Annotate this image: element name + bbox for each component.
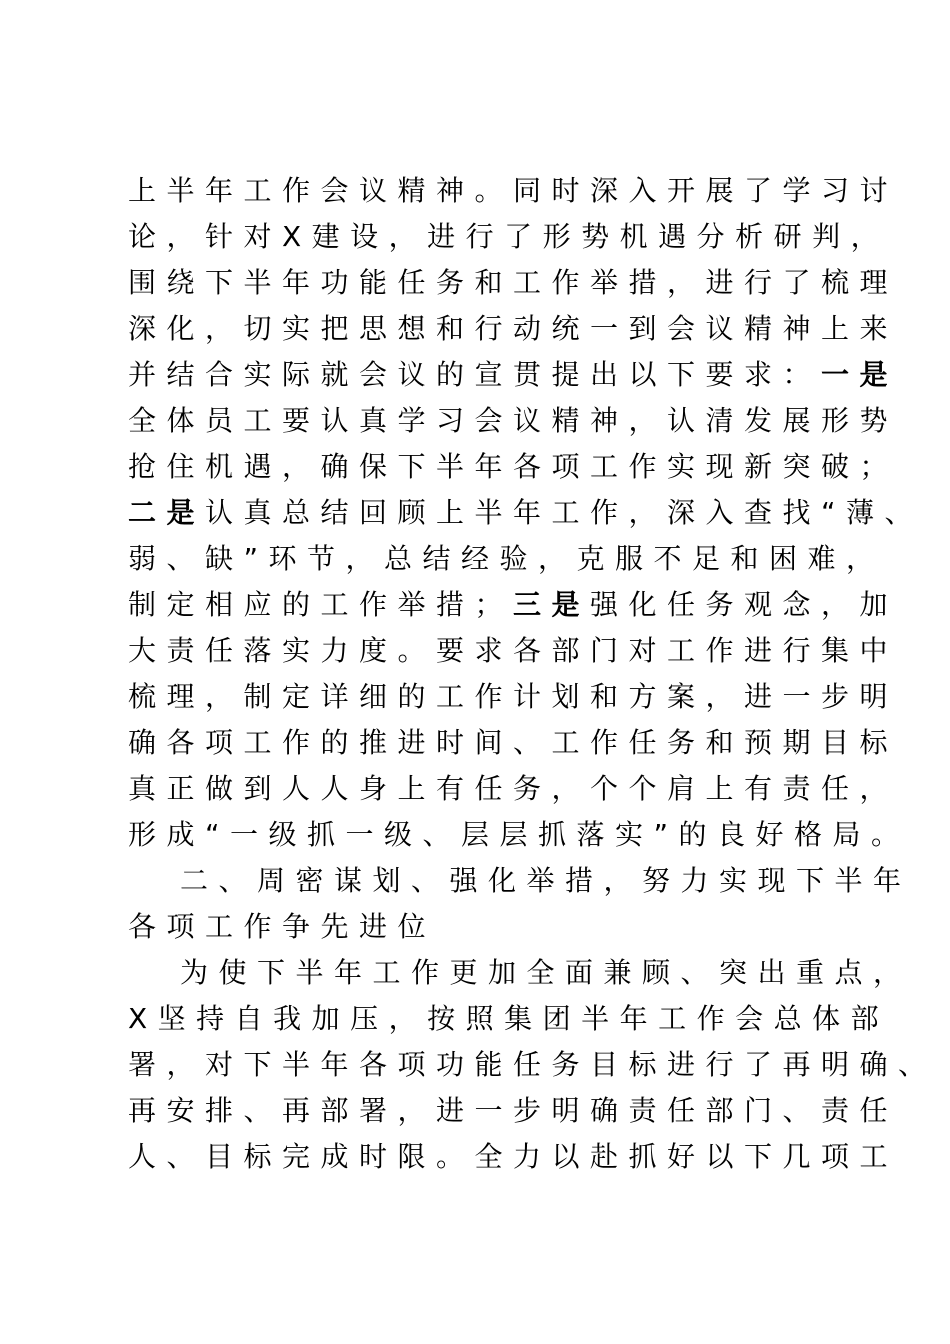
text-span: 强化任务观念，加 <box>590 588 899 621</box>
text-line: 再安排、再部署，进一步明确责任部门、责任 <box>128 1094 899 1127</box>
text-span: 制定相应的工作举措； <box>128 588 514 621</box>
text-line: 真正做到人人身上有任务，个个肩上有责任， <box>128 772 899 805</box>
section-heading: 二、周密谋划、强化举措，努力实现下半年 <box>180 864 912 897</box>
text-line: 弱、缺”环节，总结经验，克服不足和困难， <box>128 542 885 575</box>
text-line: 梳理，制定详细的工作计划和方案，进一步明 <box>128 680 899 713</box>
text-line: 围绕下半年功能任务和工作举措，进行了梳理 <box>128 266 899 299</box>
text-line: 确各项工作的推进时间、工作任务和预期目标 <box>128 726 899 759</box>
text-line: 抢住机遇，确保下半年各项工作实现新突破； <box>128 450 899 483</box>
text-line <box>128 588 898 622</box>
text-line: 形成“一级抓一级、层层抓落实”的良好格局。 <box>128 818 910 851</box>
text-line: 全体员工要认真学习会议精神，认清发展形势 <box>128 404 899 437</box>
text-line: 大责任落实力度。要求各部门对工作进行集中 <box>128 634 899 667</box>
text-line: 人、目标完成时限。全力以赴抓好以下几项工 <box>128 1140 899 1173</box>
text-line <box>128 358 898 392</box>
text-line: 署，对下半年各项功能任务目标进行了再明确、 <box>128 1048 937 1081</box>
text-line: X坚持自我加压，按照集团半年工作会总体部 <box>128 1002 890 1035</box>
point-three-marker: 三是 <box>513 588 591 621</box>
text-span: 认真总结回顾上半年工作，深入查找“薄、 <box>205 496 924 529</box>
text-line: 上半年工作会议精神。同时深入开展了学习讨 <box>128 174 899 207</box>
point-one-marker: 一是 <box>821 358 899 391</box>
text-span: 并结合实际就会议的宣贯提出以下要求： <box>128 358 822 391</box>
text-line: 为使下半年工作更加全面兼顾、突出重点， <box>180 956 912 989</box>
section-heading-continued: 各项工作争先进位 <box>128 910 437 943</box>
point-two-marker: 二是 <box>128 496 206 529</box>
text-line <box>128 496 923 530</box>
text-line: 论，针对X建设，进行了形势机遇分析研判， <box>128 220 890 253</box>
text-line: 深化，切实把思想和行动统一到会议精神上来 <box>128 312 899 345</box>
